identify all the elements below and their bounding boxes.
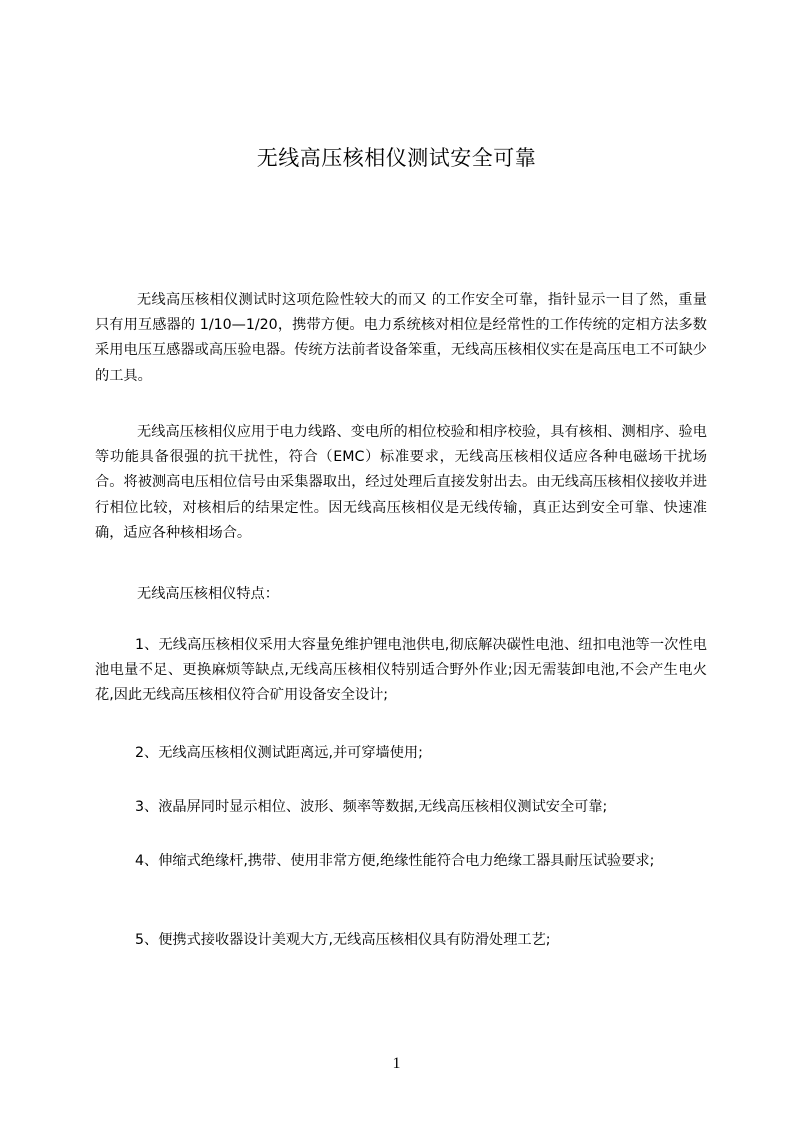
feature-item-2: 2、无线高压核相仪测试距离远,并可穿墙使用; bbox=[135, 745, 423, 761]
paragraph-features-heading: 无线高压核相仪特点： bbox=[137, 586, 279, 602]
feature-item-4: 4、伸缩式绝缘杆,携带、使用非常方便,绝缘性能符合电力绝缘工器具耐压试验要求; bbox=[135, 853, 655, 869]
page-number: 1 bbox=[392, 1055, 401, 1072]
document-title: 无线高压核相仪测试安全可靠 bbox=[256, 146, 537, 170]
feature-item-5: 5、便携式接收器设计美观大方,无线高压核相仪具有防滑处理工艺; bbox=[135, 932, 551, 948]
paragraph-application: 无线高压核相仪应用于电力线路、变电所的相位校验和相序校验，具有核相、测相序、验电等功能具备很强的抗干扰性，符合（EMC）标准要求，无线高压核相仪适应各种电磁场干扰场合。将被测高电压相位信号由采集器取出，经过处理后直接发射出去。由无线高压核相仪接收并进行相位比较，对核相后的结果定性。因无线高压核相仪是无线传输，真正达到安全可靠、快速准确，适应各种核相场合。 bbox=[95, 424, 707, 541]
feature-item-3: 3、液晶屏同时显示相位、波形、频率等数据,无线高压核相仪测试安全可靠; bbox=[135, 799, 608, 815]
feature-item-1: 1、无线高压核相仪采用大容量免维护锂电池供电,彻底解决碳性电池、纽扣电池等一次性电池电量不足、更换麻烦等缺点,无线高压核相仪特别适合野外作业;因无需装卸电池,不会产生电火花,因此无线高压核相仪符合矿用设备安全设计; bbox=[95, 637, 707, 704]
paragraph-intro: 无线高压核相仪测试时这项危险性较大的而又 的工作安全可靠，指针显示一目了然，重量只有用互感器的 1/10—1/20，携带方便。电力系统核对相位是经常性的工作传统的定相方法多数采用电压互感器或高压验电器。传统方法前者设备笨重，无线高压核相仪实在是高压电工不可缺少的工具。 bbox=[95, 292, 707, 384]
